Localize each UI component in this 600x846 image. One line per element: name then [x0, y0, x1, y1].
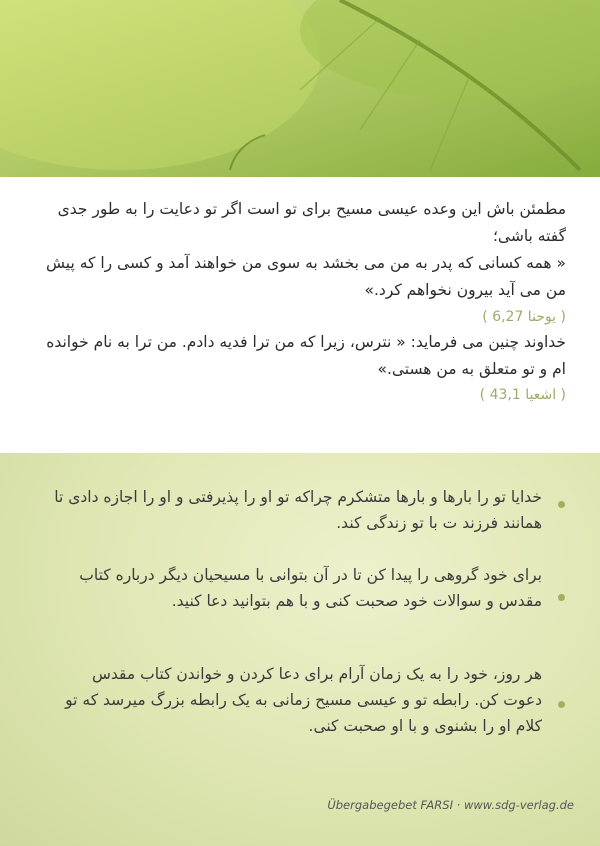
- scripture-quote-1: « همه کسانی که پدر به من می بخشد به سوی من خواهند آمد و کسی را که پیش من می آید بیرون نخواهم کرد.»: [46, 254, 566, 299]
- bullet-icon: [558, 701, 565, 708]
- reference-isaiah: ( اشعیا 43,1 ): [479, 387, 566, 403]
- scripture-intro: مطمئن باش این وعده عیسی مسیح برای تو است اگر تو دعایت را به طور جدی گفته باشی؛: [57, 200, 566, 245]
- leaf-icon: [0, 0, 600, 177]
- prayer-point-3: هر روز، خود را به یک زمان آرام برای دعا کردن و خواندن کتاب مقدس دعوت کن. رابطه تو و عیسی مسیح زمانی به یک رابطه بزرگ میرسد که تو کلام او را بشنوی و با او صحبت کنی.: [65, 665, 542, 735]
- prayer-point-1: خدایا تو را بارها و بارها متشکرم چراکه تو او را پذیرفتی و او را اجازه دادی تا همانند فرزند ت با تو زندگی کند.: [54, 488, 542, 532]
- reference-john: ( یوحنا 6,27 ): [482, 309, 566, 325]
- bullet-icon: [558, 501, 565, 508]
- prayer-point-2: برای خود گروهی را پیدا کن تا در آن بتوانی با مسیحیان دیگر درباره کتاب مقدس و سوالات خود صحبت کنی و با هم بتوانید دعا کنید.: [79, 566, 542, 610]
- leaf-photo: [0, 0, 600, 177]
- scripture-section: [0, 177, 600, 453]
- footer-credit: Übergabegebet FARSI · www.sdg-verlag.de: [327, 798, 574, 812]
- scripture-quote-2: خداوند چنین می فرماید: « نترس، زیرا که من ترا فدیه دادم. من ترا به نام خوانده ام و تو متعلق به من هستی.»: [46, 333, 566, 378]
- bullet-icon: [558, 594, 565, 601]
